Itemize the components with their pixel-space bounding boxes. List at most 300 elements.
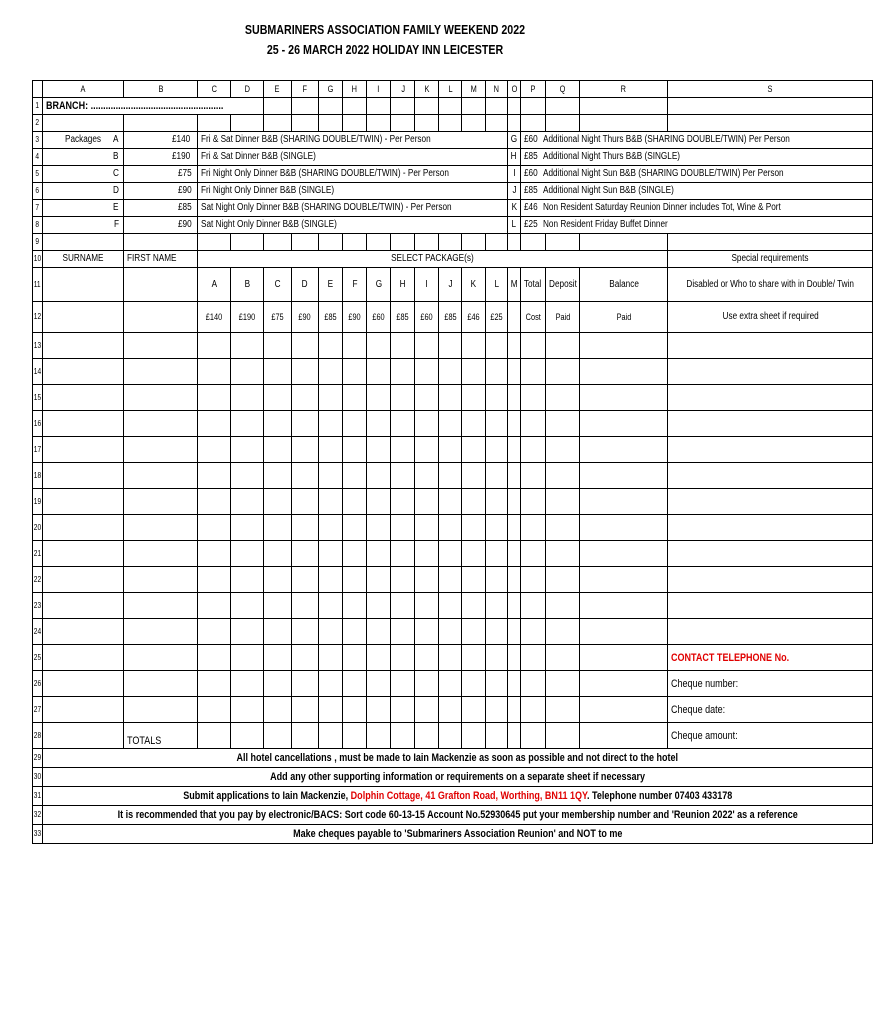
package-input[interactable]: [391, 723, 415, 749]
first-name-input[interactable]: [123, 671, 198, 697]
surname-input[interactable]: [42, 515, 123, 541]
package-input[interactable]: [343, 333, 366, 359]
package-input[interactable]: [264, 489, 291, 515]
package-input[interactable]: [438, 619, 461, 645]
package-input[interactable]: [485, 541, 508, 567]
first-name-input[interactable]: [123, 619, 198, 645]
package-input[interactable]: [198, 463, 231, 489]
package-input[interactable]: [264, 463, 291, 489]
package-input[interactable]: [319, 333, 343, 359]
package-input[interactable]: [291, 437, 318, 463]
package-input[interactable]: [198, 489, 231, 515]
package-input[interactable]: [343, 541, 366, 567]
surname-input[interactable]: [42, 411, 123, 437]
package-input[interactable]: [520, 515, 545, 541]
package-input[interactable]: [508, 723, 521, 749]
surname-input[interactable]: [42, 489, 123, 515]
package-input[interactable]: [508, 697, 521, 723]
package-input[interactable]: [415, 437, 438, 463]
package-input[interactable]: [580, 671, 668, 697]
package-input[interactable]: [485, 437, 508, 463]
package-input[interactable]: [264, 593, 291, 619]
package-input[interactable]: [545, 515, 580, 541]
package-input[interactable]: [415, 593, 438, 619]
package-input[interactable]: [291, 463, 318, 489]
package-input[interactable]: [343, 723, 366, 749]
surname-input[interactable]: [42, 437, 123, 463]
special-requirements-input[interactable]: [668, 411, 873, 437]
package-input[interactable]: [366, 463, 390, 489]
package-input[interactable]: [291, 489, 318, 515]
package-input[interactable]: [545, 541, 580, 567]
package-input[interactable]: [319, 645, 343, 671]
package-input[interactable]: [415, 645, 438, 671]
package-input[interactable]: [415, 541, 438, 567]
package-input[interactable]: [319, 541, 343, 567]
package-input[interactable]: [391, 489, 415, 515]
package-input[interactable]: [291, 385, 318, 411]
package-input[interactable]: [198, 567, 231, 593]
package-input[interactable]: [291, 541, 318, 567]
package-input[interactable]: [231, 619, 264, 645]
package-input[interactable]: [508, 489, 521, 515]
package-input[interactable]: [264, 437, 291, 463]
package-input[interactable]: [231, 723, 264, 749]
package-input[interactable]: [508, 333, 521, 359]
package-input[interactable]: [391, 515, 415, 541]
package-input[interactable]: [264, 333, 291, 359]
package-input[interactable]: [343, 697, 366, 723]
package-input[interactable]: [580, 645, 668, 671]
package-input[interactable]: [391, 411, 415, 437]
package-input[interactable]: [485, 671, 508, 697]
package-input[interactable]: [580, 411, 668, 437]
package-input[interactable]: [264, 671, 291, 697]
package-input[interactable]: [366, 645, 390, 671]
package-input[interactable]: [580, 723, 668, 749]
package-input[interactable]: [438, 593, 461, 619]
package-input[interactable]: [545, 645, 580, 671]
package-input[interactable]: [291, 593, 318, 619]
package-input[interactable]: [198, 541, 231, 567]
package-input[interactable]: [508, 567, 521, 593]
special-requirements-input[interactable]: [668, 359, 873, 385]
surname-input[interactable]: [42, 385, 123, 411]
package-input[interactable]: [520, 723, 545, 749]
package-input[interactable]: [231, 593, 264, 619]
first-name-input[interactable]: [123, 567, 198, 593]
package-input[interactable]: [319, 385, 343, 411]
special-requirements-input[interactable]: [668, 463, 873, 489]
package-input[interactable]: [580, 463, 668, 489]
package-input[interactable]: [291, 697, 318, 723]
package-input[interactable]: [231, 671, 264, 697]
package-input[interactable]: [438, 541, 461, 567]
package-input[interactable]: [485, 463, 508, 489]
package-input[interactable]: [264, 723, 291, 749]
package-input[interactable]: [462, 671, 485, 697]
surname-input[interactable]: [42, 697, 123, 723]
package-input[interactable]: [291, 619, 318, 645]
package-input[interactable]: [343, 437, 366, 463]
package-input[interactable]: [462, 437, 485, 463]
surname-input[interactable]: [42, 463, 123, 489]
package-input[interactable]: [319, 697, 343, 723]
package-input[interactable]: [319, 437, 343, 463]
surname-input[interactable]: [42, 567, 123, 593]
package-input[interactable]: [520, 567, 545, 593]
package-input[interactable]: [485, 593, 508, 619]
package-input[interactable]: [415, 359, 438, 385]
package-input[interactable]: [508, 437, 521, 463]
package-input[interactable]: [415, 333, 438, 359]
first-name-input[interactable]: [123, 437, 198, 463]
package-input[interactable]: [198, 671, 231, 697]
first-name-input[interactable]: [123, 463, 198, 489]
package-input[interactable]: [231, 697, 264, 723]
package-input[interactable]: [391, 671, 415, 697]
package-input[interactable]: [319, 723, 343, 749]
package-input[interactable]: [485, 619, 508, 645]
package-input[interactable]: [485, 567, 508, 593]
package-input[interactable]: [438, 385, 461, 411]
package-input[interactable]: [462, 723, 485, 749]
package-input[interactable]: [231, 515, 264, 541]
package-input[interactable]: [438, 411, 461, 437]
package-input[interactable]: [231, 567, 264, 593]
package-input[interactable]: [438, 567, 461, 593]
package-input[interactable]: [391, 463, 415, 489]
package-input[interactable]: [343, 489, 366, 515]
package-input[interactable]: [508, 541, 521, 567]
package-input[interactable]: [366, 697, 390, 723]
package-input[interactable]: [462, 515, 485, 541]
package-input[interactable]: [462, 619, 485, 645]
first-name-input[interactable]: [123, 515, 198, 541]
package-input[interactable]: [545, 593, 580, 619]
package-input[interactable]: [366, 411, 390, 437]
package-input[interactable]: [580, 437, 668, 463]
first-name-input[interactable]: [123, 593, 198, 619]
package-input[interactable]: [580, 333, 668, 359]
package-input[interactable]: [520, 489, 545, 515]
package-input[interactable]: [343, 385, 366, 411]
surname-input[interactable]: [42, 645, 123, 671]
package-input[interactable]: [366, 359, 390, 385]
package-input[interactable]: [264, 515, 291, 541]
package-input[interactable]: [462, 359, 485, 385]
special-requirements-input[interactable]: [668, 567, 873, 593]
package-input[interactable]: [391, 437, 415, 463]
first-name-input[interactable]: [123, 359, 198, 385]
package-input[interactable]: [545, 671, 580, 697]
package-input[interactable]: [580, 515, 668, 541]
surname-input[interactable]: [42, 619, 123, 645]
package-input[interactable]: [319, 489, 343, 515]
package-input[interactable]: [198, 385, 231, 411]
package-input[interactable]: [391, 333, 415, 359]
package-input[interactable]: [366, 671, 390, 697]
surname-input[interactable]: [42, 723, 123, 749]
package-input[interactable]: [508, 671, 521, 697]
package-input[interactable]: [291, 567, 318, 593]
package-input[interactable]: [485, 411, 508, 437]
package-input[interactable]: [291, 645, 318, 671]
package-input[interactable]: [520, 541, 545, 567]
package-input[interactable]: [264, 411, 291, 437]
package-input[interactable]: [391, 697, 415, 723]
package-input[interactable]: [198, 645, 231, 671]
special-requirements-input[interactable]: [668, 333, 873, 359]
package-input[interactable]: [520, 697, 545, 723]
package-input[interactable]: [438, 723, 461, 749]
package-input[interactable]: [485, 697, 508, 723]
package-input[interactable]: [462, 411, 485, 437]
package-input[interactable]: [415, 619, 438, 645]
package-input[interactable]: [264, 619, 291, 645]
package-input[interactable]: [485, 385, 508, 411]
package-input[interactable]: [508, 411, 521, 437]
package-input[interactable]: [438, 333, 461, 359]
package-input[interactable]: [438, 463, 461, 489]
package-input[interactable]: [520, 463, 545, 489]
package-input[interactable]: [264, 645, 291, 671]
special-requirements-input[interactable]: [668, 489, 873, 515]
package-input[interactable]: [545, 333, 580, 359]
package-input[interactable]: [198, 697, 231, 723]
package-input[interactable]: [231, 645, 264, 671]
package-input[interactable]: [391, 359, 415, 385]
package-input[interactable]: [198, 333, 231, 359]
package-input[interactable]: [231, 541, 264, 567]
package-input[interactable]: [415, 489, 438, 515]
package-input[interactable]: [391, 541, 415, 567]
package-input[interactable]: [366, 541, 390, 567]
package-input[interactable]: [485, 333, 508, 359]
package-input[interactable]: [319, 567, 343, 593]
package-input[interactable]: [438, 697, 461, 723]
package-input[interactable]: [231, 333, 264, 359]
package-input[interactable]: [580, 567, 668, 593]
package-input[interactable]: [462, 593, 485, 619]
package-input[interactable]: [343, 515, 366, 541]
package-input[interactable]: [366, 515, 390, 541]
package-input[interactable]: [520, 333, 545, 359]
package-input[interactable]: [343, 359, 366, 385]
package-input[interactable]: [291, 515, 318, 541]
first-name-input[interactable]: [123, 385, 198, 411]
package-input[interactable]: [391, 645, 415, 671]
package-input[interactable]: [415, 567, 438, 593]
package-input[interactable]: [545, 463, 580, 489]
package-input[interactable]: [231, 359, 264, 385]
package-input[interactable]: [545, 489, 580, 515]
package-input[interactable]: [343, 567, 366, 593]
package-input[interactable]: [508, 593, 521, 619]
package-input[interactable]: [580, 385, 668, 411]
package-input[interactable]: [391, 619, 415, 645]
package-input[interactable]: [545, 567, 580, 593]
package-input[interactable]: [415, 671, 438, 697]
package-input[interactable]: [264, 567, 291, 593]
package-input[interactable]: [462, 463, 485, 489]
surname-input[interactable]: [42, 359, 123, 385]
package-input[interactable]: [545, 697, 580, 723]
package-input[interactable]: [343, 671, 366, 697]
package-input[interactable]: [520, 411, 545, 437]
package-input[interactable]: [231, 463, 264, 489]
package-input[interactable]: [462, 697, 485, 723]
package-input[interactable]: [291, 359, 318, 385]
package-input[interactable]: [438, 359, 461, 385]
package-input[interactable]: [438, 671, 461, 697]
package-input[interactable]: [462, 333, 485, 359]
package-input[interactable]: [198, 593, 231, 619]
package-input[interactable]: [462, 489, 485, 515]
package-input[interactable]: [520, 619, 545, 645]
package-input[interactable]: [462, 645, 485, 671]
package-input[interactable]: [366, 333, 390, 359]
package-input[interactable]: [545, 437, 580, 463]
first-name-input[interactable]: [123, 489, 198, 515]
package-input[interactable]: [391, 593, 415, 619]
package-input[interactable]: [520, 645, 545, 671]
package-input[interactable]: [231, 385, 264, 411]
package-input[interactable]: [415, 411, 438, 437]
package-input[interactable]: [198, 359, 231, 385]
special-requirements-input[interactable]: [668, 619, 873, 645]
package-input[interactable]: [319, 359, 343, 385]
branch-field[interactable]: [42, 98, 263, 115]
package-input[interactable]: [264, 541, 291, 567]
surname-input[interactable]: [42, 333, 123, 359]
package-input[interactable]: [520, 359, 545, 385]
package-input[interactable]: [264, 359, 291, 385]
package-input[interactable]: [545, 411, 580, 437]
package-input[interactable]: [198, 437, 231, 463]
special-requirements-input[interactable]: [668, 541, 873, 567]
package-input[interactable]: [545, 619, 580, 645]
special-requirements-input[interactable]: [668, 515, 873, 541]
package-input[interactable]: [508, 645, 521, 671]
package-input[interactable]: [366, 567, 390, 593]
package-input[interactable]: [415, 463, 438, 489]
package-input[interactable]: [291, 333, 318, 359]
package-input[interactable]: [319, 619, 343, 645]
package-input[interactable]: [343, 619, 366, 645]
package-input[interactable]: [462, 385, 485, 411]
surname-input[interactable]: [42, 593, 123, 619]
package-input[interactable]: [545, 723, 580, 749]
package-input[interactable]: [485, 645, 508, 671]
package-input[interactable]: [366, 437, 390, 463]
package-input[interactable]: [291, 671, 318, 697]
package-input[interactable]: [508, 359, 521, 385]
package-input[interactable]: [415, 697, 438, 723]
package-input[interactable]: [343, 645, 366, 671]
package-input[interactable]: [545, 359, 580, 385]
package-input[interactable]: [366, 385, 390, 411]
first-name-input[interactable]: [123, 645, 198, 671]
package-input[interactable]: [343, 411, 366, 437]
package-input[interactable]: [438, 437, 461, 463]
package-input[interactable]: [485, 359, 508, 385]
special-requirements-input[interactable]: [668, 385, 873, 411]
package-input[interactable]: [438, 645, 461, 671]
package-input[interactable]: [580, 593, 668, 619]
package-input[interactable]: [366, 619, 390, 645]
package-input[interactable]: [231, 411, 264, 437]
package-input[interactable]: [580, 619, 668, 645]
package-input[interactable]: [508, 619, 521, 645]
package-input[interactable]: [291, 411, 318, 437]
first-name-input[interactable]: [123, 333, 198, 359]
package-input[interactable]: [508, 515, 521, 541]
special-requirements-input[interactable]: [668, 437, 873, 463]
package-input[interactable]: [462, 567, 485, 593]
package-input[interactable]: [520, 593, 545, 619]
surname-input[interactable]: [42, 541, 123, 567]
package-input[interactable]: [366, 593, 390, 619]
package-input[interactable]: [231, 489, 264, 515]
package-input[interactable]: [580, 359, 668, 385]
first-name-input[interactable]: [123, 541, 198, 567]
package-input[interactable]: [580, 541, 668, 567]
package-input[interactable]: [580, 489, 668, 515]
package-input[interactable]: [580, 697, 668, 723]
package-input[interactable]: [198, 515, 231, 541]
package-input[interactable]: [485, 489, 508, 515]
package-input[interactable]: [391, 567, 415, 593]
package-input[interactable]: [520, 437, 545, 463]
package-input[interactable]: [264, 385, 291, 411]
package-input[interactable]: [343, 593, 366, 619]
package-input[interactable]: [319, 515, 343, 541]
package-input[interactable]: [485, 723, 508, 749]
package-input[interactable]: [198, 619, 231, 645]
package-input[interactable]: [366, 489, 390, 515]
package-input[interactable]: [264, 697, 291, 723]
package-input[interactable]: [415, 515, 438, 541]
package-input[interactable]: [438, 515, 461, 541]
package-input[interactable]: [198, 411, 231, 437]
package-input[interactable]: [415, 385, 438, 411]
package-input[interactable]: [485, 515, 508, 541]
package-input[interactable]: [319, 671, 343, 697]
package-input[interactable]: [520, 671, 545, 697]
package-input[interactable]: [415, 723, 438, 749]
package-input[interactable]: [343, 463, 366, 489]
package-input[interactable]: [438, 489, 461, 515]
package-input[interactable]: [508, 463, 521, 489]
package-input[interactable]: [319, 463, 343, 489]
package-input[interactable]: [520, 385, 545, 411]
package-input[interactable]: [366, 723, 390, 749]
package-input[interactable]: [319, 411, 343, 437]
package-input[interactable]: [545, 385, 580, 411]
package-input[interactable]: [198, 723, 231, 749]
special-requirements-input[interactable]: [668, 593, 873, 619]
package-input[interactable]: [291, 723, 318, 749]
first-name-input[interactable]: [123, 411, 198, 437]
surname-input[interactable]: [42, 671, 123, 697]
package-input[interactable]: [231, 437, 264, 463]
first-name-input[interactable]: [123, 697, 198, 723]
package-input[interactable]: [462, 541, 485, 567]
package-input[interactable]: [319, 593, 343, 619]
package-input[interactable]: [508, 385, 521, 411]
package-input[interactable]: [391, 385, 415, 411]
